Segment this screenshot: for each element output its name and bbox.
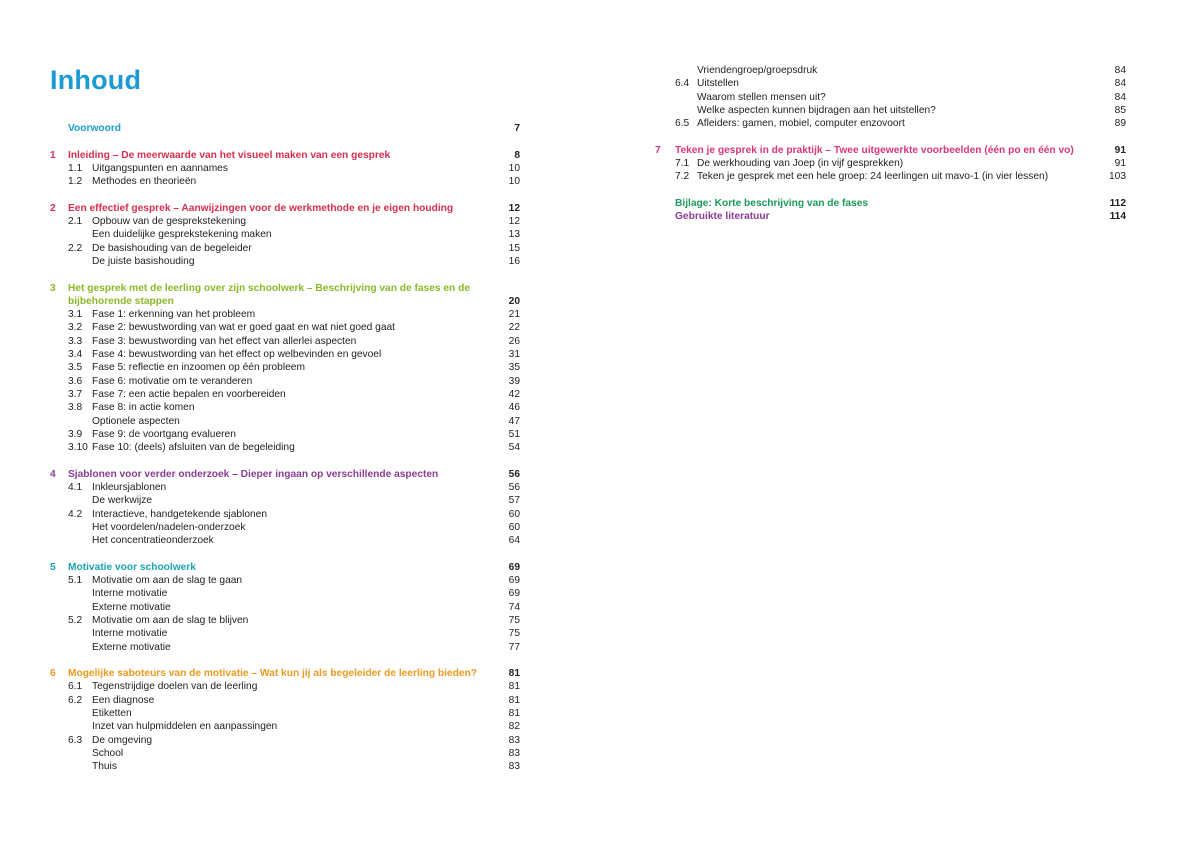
toc-entry[interactable] xyxy=(0,734,599,747)
section-title: Opbouw van de gesprekstekening xyxy=(92,216,247,228)
chapter-title: Motivatie voor schoolwerk xyxy=(68,561,196,573)
toc-voorwoord[interactable] xyxy=(0,122,599,135)
subsection-title: Optionele aspecten xyxy=(92,415,180,427)
toc-chapter-3-cont[interactable] xyxy=(0,295,599,308)
subsection-title: De werkwijze xyxy=(92,495,153,507)
chapter-title: Inleiding – De meerwaarde van het visueel maken van een gesprek xyxy=(68,149,391,161)
section-title: Inkleursjablonen xyxy=(92,482,167,494)
section-title: Afleiders: gamen, mobiel, computer enzovoort xyxy=(697,118,905,130)
section-number: 6.1 xyxy=(68,681,83,693)
toc-page-number: 74 xyxy=(508,601,520,613)
toc-page-number: 31 xyxy=(508,349,520,361)
toc-page-number: 56 xyxy=(508,468,520,480)
toc-page-number: 26 xyxy=(508,335,520,347)
toc-page-number: 10 xyxy=(508,162,520,174)
chapter-title: Een effectief gesprek – Aanwijzingen voor de werkmethode en je eigen houding xyxy=(68,202,454,214)
toc-page-number: 83 xyxy=(508,761,520,773)
section-title: Tegenstrijdige doelen van de leerling xyxy=(92,681,258,693)
spacer xyxy=(0,135,599,148)
section-title: Fase 10: (deels) afsluiten van de begeleiding xyxy=(92,442,295,454)
subsection-title: De juiste basishouding xyxy=(92,255,195,267)
toc-entry[interactable] xyxy=(0,441,599,454)
toc-page-number: 83 xyxy=(508,747,520,759)
toc-page-number: 39 xyxy=(508,375,520,387)
section-number: 3.2 xyxy=(68,322,83,334)
toc-subentry[interactable] xyxy=(0,521,599,534)
subsection-title: Het concentratieonderzoek xyxy=(92,535,214,547)
toc-page-number: 84 xyxy=(1114,91,1126,103)
toc-page-number: 84 xyxy=(1114,65,1126,76)
chapter-number: 7 xyxy=(655,144,661,156)
subsection-title: Interne motivatie xyxy=(92,588,168,600)
toc-page-number: 20 xyxy=(508,295,520,307)
toc-entry[interactable] xyxy=(0,428,599,441)
chapter-title: Mogelijke saboteurs van de motivatie – Wat kun jij als begeleider de leerling bieden? xyxy=(68,668,477,680)
toc-page-number: 84 xyxy=(1114,78,1126,90)
toc-entry[interactable] xyxy=(0,215,599,228)
subsection-title: Inzet van hulpmiddelen en aanpassingen xyxy=(92,721,278,733)
subsection-title: School xyxy=(92,747,124,759)
toc-entry[interactable] xyxy=(599,77,1198,90)
toc-page-number: 42 xyxy=(508,388,520,400)
spacer xyxy=(0,548,599,561)
toc-subentry[interactable] xyxy=(599,64,1198,77)
section-number: 5.1 xyxy=(68,575,83,587)
subsection-title: Externe motivatie xyxy=(92,641,171,653)
section-title: De basishouding van de begeleider xyxy=(92,242,252,254)
toc-page-number: 16 xyxy=(508,255,520,267)
section-number: 2.1 xyxy=(68,216,83,228)
toc-page-number: 13 xyxy=(508,229,520,241)
section-title: De omgeving xyxy=(92,734,153,746)
section-number: 3.8 xyxy=(68,402,83,414)
toc-entry[interactable] xyxy=(599,157,1198,170)
section-number: 3.6 xyxy=(68,375,83,387)
toc-page-number: 75 xyxy=(508,628,520,640)
section-title: Fase 9: de voortgang evalueren xyxy=(92,428,236,440)
subsection-title: Waarom stellen mensen uit? xyxy=(697,91,826,103)
chapter-number: 3 xyxy=(50,282,56,294)
subsection-title: Het voordelen/nadelen-onderzoek xyxy=(92,521,246,533)
toc-page-number: 64 xyxy=(508,535,520,547)
toc-page-number: 81 xyxy=(508,694,520,706)
toc-subentry[interactable] xyxy=(0,534,599,547)
toc-page-number: 69 xyxy=(508,588,520,600)
toc-entry[interactable] xyxy=(0,574,599,587)
chapter-number: 2 xyxy=(50,202,56,214)
section-number: 6.3 xyxy=(68,734,83,746)
page-title: Inhoud xyxy=(50,65,142,95)
section-title: Interactieve, handgetekende sjablonen xyxy=(92,508,268,520)
section-title: Fase 7: een actie bepalen en voorbereiden xyxy=(92,388,286,400)
section-title: Een diagnose xyxy=(92,694,155,706)
section-number: 1.1 xyxy=(68,162,83,174)
spacer xyxy=(599,130,1198,143)
chapter-title-line-2: bijbehorende stappen xyxy=(68,295,174,307)
section-number: 3.5 xyxy=(68,362,83,374)
section-number: 3.7 xyxy=(68,388,83,400)
toc-chapter-7[interactable] xyxy=(599,144,1198,157)
section-number: 7.2 xyxy=(675,171,690,183)
toc-page-number: 46 xyxy=(508,402,520,414)
toc-right-column xyxy=(599,64,1198,224)
toc-page-number: 21 xyxy=(508,309,520,321)
chapter-title: Teken je gesprek in de praktijk – Twee uitgewerkte voorbeelden (één po en één vo) xyxy=(675,144,1074,156)
toc-entry[interactable] xyxy=(0,614,599,627)
toc-entry[interactable] xyxy=(0,242,599,255)
toc-page-number: 54 xyxy=(508,442,520,454)
section-number: 3.4 xyxy=(68,349,83,361)
toc-page-number: 89 xyxy=(1114,118,1126,130)
section-number: 6.5 xyxy=(675,118,690,130)
section-number: 5.2 xyxy=(68,614,83,626)
subsection-title: Welke aspecten kunnen bijdragen aan het uitstellen? xyxy=(697,104,936,116)
toc-page-number: 81 xyxy=(508,681,520,693)
section-number: 3.3 xyxy=(68,335,83,347)
toc-page-number: 51 xyxy=(508,428,520,440)
toc-subentry[interactable] xyxy=(0,720,599,733)
right-page xyxy=(599,0,1198,841)
toc-entry[interactable] xyxy=(0,175,599,188)
toc-voorwoord-title: Voorwoord xyxy=(68,123,122,134)
toc-entry[interactable] xyxy=(0,388,599,401)
subsection-title: Thuis xyxy=(92,761,117,773)
toc-left-column xyxy=(0,122,599,774)
subsection-title: Interne motivatie xyxy=(92,628,168,640)
toc-page-number: 12 xyxy=(508,202,520,214)
toc-chapter-5[interactable] xyxy=(0,561,599,574)
chapter-number: 4 xyxy=(50,468,56,480)
section-number: 6.2 xyxy=(68,694,83,706)
toc-subentry[interactable] xyxy=(599,91,1198,104)
toc-chapter-3[interactable] xyxy=(0,282,599,295)
toc-page-number: 69 xyxy=(508,575,520,587)
toc-entry[interactable] xyxy=(0,162,599,175)
section-number: 6.4 xyxy=(675,78,690,90)
toc-page-number: 15 xyxy=(508,242,520,254)
toc-page-number: 75 xyxy=(508,614,520,626)
section-number: 4.2 xyxy=(68,508,83,520)
toc-entry[interactable] xyxy=(0,361,599,374)
section-title: Fase 6: motivatie om te veranderen xyxy=(92,375,253,387)
subsection-title: Vriendengroep/groepsdruk xyxy=(697,65,818,76)
subsection-title: Externe motivatie xyxy=(92,601,171,613)
toc-page-number: 47 xyxy=(508,415,520,427)
chapter-title-line-1: Het gesprek met de leerling over zijn schoolwerk – Beschrijving van de fases en de xyxy=(68,282,470,294)
toc-entry[interactable] xyxy=(0,481,599,494)
spacer xyxy=(599,184,1198,197)
toc-page-number: 85 xyxy=(1114,104,1126,116)
spacer xyxy=(0,654,599,667)
toc-page-number: 81 xyxy=(508,708,520,720)
toc-entry[interactable] xyxy=(0,308,599,321)
section-number: 2.2 xyxy=(68,242,83,254)
toc-page-number: 57 xyxy=(508,495,520,507)
toc-entry[interactable] xyxy=(599,170,1198,183)
spacer xyxy=(0,454,599,467)
toc-subentry[interactable] xyxy=(0,641,599,654)
toc-page-number: 69 xyxy=(508,561,520,573)
toc-entry[interactable] xyxy=(0,680,599,693)
toc-page-number: 12 xyxy=(508,216,520,228)
toc-subentry[interactable] xyxy=(0,747,599,760)
toc-chapter-6[interactable] xyxy=(0,667,599,680)
subsection-title: Een duidelijke gesprekstekening maken xyxy=(92,229,272,241)
toc-entry[interactable] xyxy=(0,375,599,388)
toc-page-number: 81 xyxy=(508,668,520,680)
toc-subentry[interactable] xyxy=(0,601,599,614)
section-title: Fase 8: in actie komen xyxy=(92,402,195,414)
section-title: De werkhouding van Joep (in vijf gesprekken) xyxy=(697,158,904,170)
toc-page-number: 22 xyxy=(508,322,520,334)
chapter-title: Sjablonen voor verder onderzoek – Dieper ingaan op verschillende aspecten xyxy=(68,468,439,480)
section-number: 7.1 xyxy=(675,158,690,170)
toc-chapter-4[interactable] xyxy=(0,468,599,481)
section-number: 3.1 xyxy=(68,309,83,321)
toc-page-number: 8 xyxy=(514,149,520,161)
toc-subentry[interactable] xyxy=(0,228,599,241)
toc-subentry[interactable] xyxy=(0,255,599,268)
toc-page-number: 77 xyxy=(508,641,520,653)
section-number: 3.9 xyxy=(68,428,83,440)
subsection-title: Etiketten xyxy=(92,708,132,720)
spacer xyxy=(0,188,599,201)
section-number: 4.1 xyxy=(68,482,83,494)
toc-subentry[interactable] xyxy=(0,760,599,773)
section-title: Fase 3: bewustwording van het effect van allerlei aspecten xyxy=(92,335,357,347)
toc-page-number: 60 xyxy=(508,508,520,520)
toc-subentry[interactable] xyxy=(0,415,599,428)
section-title: Fase 2: bewustwording van wat er goed gaat en wat niet goed gaat xyxy=(92,322,395,334)
toc-entry[interactable] xyxy=(0,348,599,361)
section-number: 3.10 xyxy=(68,442,88,454)
toc-subentry[interactable] xyxy=(0,494,599,507)
chapter-number: 5 xyxy=(50,561,56,573)
toc-page-number: 91 xyxy=(1114,144,1126,156)
toc-page-number: 103 xyxy=(1109,171,1126,183)
section-title: Motivatie om aan de slag te blijven xyxy=(92,614,249,626)
toc-entry[interactable] xyxy=(0,508,599,521)
section-title: Methodes en theorieën xyxy=(92,176,197,188)
toc-bijlage[interactable] xyxy=(599,197,1198,210)
chapter-number: 1 xyxy=(50,149,56,161)
toc-subentry[interactable] xyxy=(0,587,599,600)
section-title: Fase 4: bewustwording van het effect op welbevinden en gevoel xyxy=(92,349,382,361)
toc-page-number: 56 xyxy=(508,482,520,494)
section-title: Fase 5: reflectie en inzoomen op één probleem xyxy=(92,362,305,374)
toc-subentry[interactable] xyxy=(0,707,599,720)
section-title: Uitgangspunten en aannames xyxy=(92,162,228,174)
toc-page-number: 112 xyxy=(1109,197,1126,209)
section-number: 1.2 xyxy=(68,176,83,188)
bijlage-title: Bijlage: Korte beschrijving van de fases xyxy=(675,197,869,209)
toc-chapter-2[interactable] xyxy=(0,202,599,215)
toc-subentry[interactable] xyxy=(0,627,599,640)
toc-page-number: 83 xyxy=(508,734,520,746)
spacer xyxy=(0,268,599,281)
toc-entry[interactable] xyxy=(599,117,1198,130)
section-title: Teken je gesprek met een hele groep: 24 leerlingen uit mavo-1 (in vier lessen) xyxy=(697,171,1049,183)
toc-page-number: 114 xyxy=(1109,211,1126,223)
toc-entry[interactable] xyxy=(0,401,599,414)
toc-page-number: 60 xyxy=(508,521,520,533)
toc-entry[interactable] xyxy=(0,694,599,707)
toc-page-number: 35 xyxy=(508,362,520,374)
chapter-number: 6 xyxy=(50,668,56,680)
toc-page-number: 7 xyxy=(514,123,520,134)
toc-entry[interactable] xyxy=(0,335,599,348)
toc-literatuur[interactable] xyxy=(599,210,1198,223)
toc-entry[interactable] xyxy=(0,321,599,334)
toc-subentry[interactable] xyxy=(599,104,1198,117)
toc-chapter-1[interactable] xyxy=(0,149,599,162)
section-title: Fase 1: erkenning van het probleem xyxy=(92,309,256,321)
toc-page-number: 82 xyxy=(508,721,520,733)
toc-page-number: 10 xyxy=(508,176,520,188)
literatuur-title: Gebruikte literatuur xyxy=(675,211,770,223)
toc-page-number: 91 xyxy=(1114,158,1126,170)
section-title: Uitstellen xyxy=(697,78,739,90)
section-title: Motivatie om aan de slag te gaan xyxy=(92,575,243,587)
